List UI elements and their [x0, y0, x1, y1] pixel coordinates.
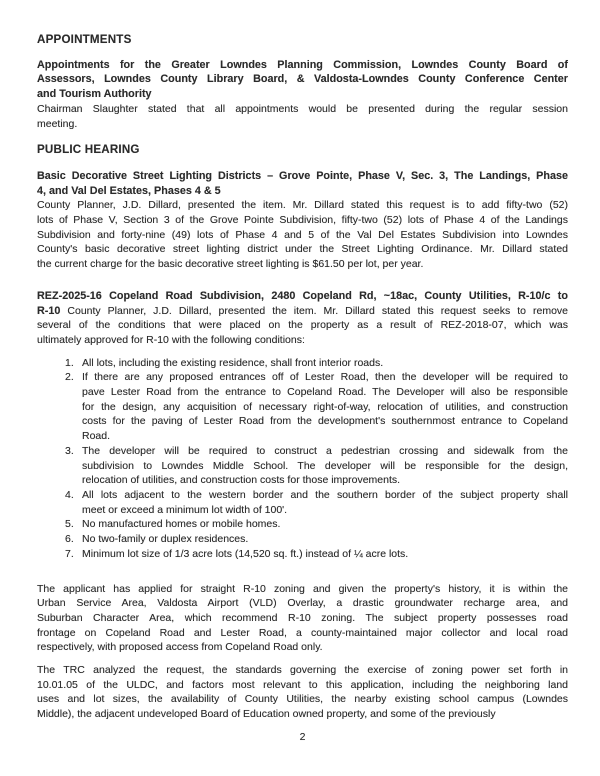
appointments-item-body: [37, 102, 568, 131]
condition-text: [82, 532, 568, 547]
text-line: ultimately approved for R-10 with the following conditions:: [37, 333, 305, 346]
text-line: County Planner, J.D. Dillard, presented the item. Mr. Dillard stated this request is to add fifty-two (52): [37, 199, 568, 212]
condition-item-7: [37, 547, 568, 562]
text-line: meeting.: [37, 117, 78, 130]
condition-number: 3.: [65, 444, 74, 457]
condition-text: [82, 517, 568, 532]
text-line: Urban Service Area, Valdosta Airport (VLD) Overlay, a drastic groundwater recharge area, and: [37, 597, 568, 610]
text-line: relocation of utilities, and construction costs for those improvements.: [82, 474, 401, 487]
trc-paragraph: [37, 663, 568, 722]
text-line: No two-family or duplex residences.: [82, 533, 249, 546]
rez-title-part2: R-10: [37, 304, 61, 317]
applicant-paragraph: [37, 582, 568, 656]
text-line: [37, 304, 568, 319]
condition-item-3: [37, 444, 568, 488]
condition-number: 6.: [65, 533, 74, 546]
text-line: lots of Phase V, Section 3 of the Grove Pointe Subdivision, fifty-two (52) lots of Phase 4 of the Landings: [37, 214, 568, 227]
condition-number: 5.: [65, 518, 74, 531]
text-line: County's basic decorative street lighting district under the Street Lighting Ordinance. Mr. Dillard stated: [37, 243, 568, 256]
text-line: several of the conditions that were placed on the property as a result of REZ-2018-07, which was: [37, 319, 568, 332]
text-line: subdivision to Lowndes Middle School. The developer will be responsible for the design,: [82, 459, 568, 472]
condition-item-4: [37, 488, 568, 517]
text-line: No manufactured homes or mobile homes.: [82, 518, 281, 531]
condition-text: [82, 488, 568, 517]
text-line: Chairman Slaughter stated that all appointments would be presented during the regular session: [37, 102, 568, 115]
text-line: costs for the paving of Lester Road from the development's southernmost entrance to Copeland: [82, 415, 568, 428]
condition-item-5: [37, 517, 568, 532]
text-line: Appointments for the Greater Lowndes Planning Commission, Lowndes County Board of: [37, 58, 568, 71]
text-line: [37, 289, 568, 304]
street-lighting-item-body: [37, 198, 568, 272]
condition-number: 4.: [65, 488, 74, 501]
text-line: The TRC analyzed the request, the standards governing the exercise of zoning power set forth in: [37, 664, 568, 677]
condition-text: [82, 444, 568, 488]
text-line: Subdivision and forty-nine (49) lots of Phase 4 and 5 of the Val Del Estates Subdivision into Lowndes: [37, 228, 568, 241]
text-line: Minimum lot size of 1/3 acre lots (14,520 sq. ft.) instead of ¼ acre lots.: [82, 547, 409, 560]
text-line: the current charge for the basic decorative street lighting is $61.50 per lot, per year.: [37, 258, 424, 271]
text-line: meet or exceed a minimum lot width of 100'.: [82, 503, 288, 516]
text-line: The applicant has applied for straight R-10 zoning and given the property's history, it is within the: [37, 582, 568, 595]
text-line: All lots adjacent to the western border and the southern border of the subject property shall: [82, 488, 568, 501]
text-line: uses and lot sizes, the availability of County Utilities, the nearby existing school campus (Lowndes: [37, 693, 568, 706]
condition-number: 7.: [65, 547, 74, 560]
rez-title-part1: REZ-2025-16 Copeland Road Subdivision, 2480 Copeland Rd, ~18ac, County Utilities, R-10/c to: [37, 289, 568, 302]
text-line: Suburban Character Area, which recommend R-10 zoning. The subject property possesses road: [37, 611, 568, 624]
text-line: If there are any proposed entrances off of Lester Road, then the developer will be required to: [82, 371, 568, 384]
appointments-item-title: [37, 58, 568, 102]
rez-body-start: County Planner, J.D. Dillard, presented the item. Mr. Dillard stated this request seeks to remove: [60, 304, 568, 317]
text-line: respectively, with proposed access from Copeland Road only.: [37, 641, 323, 654]
street-lighting-item-title: [37, 169, 568, 198]
text-line: Basic Decorative Street Lighting Districts – Grove Pointe, Phase V, Sec. 3, The Landings, Phase: [37, 169, 568, 182]
text-line: 10.01.05 of the ULDC, and factors most relevant to this application, including the neighboring land: [37, 678, 568, 691]
text-line: Road.: [82, 430, 111, 443]
text-line: The developer will be required to construct a pedestrian crossing and sidewalk from the: [82, 444, 568, 457]
condition-number: 1.: [65, 356, 74, 369]
public-hearing-section-heading: PUBLIC HEARING: [37, 143, 140, 157]
page-number: 2: [299, 730, 306, 743]
text-line: frontage on Copeland Road and Lester Road, a county-maintained major collector and local road: [37, 626, 568, 639]
rez-conditions-list: [37, 356, 568, 562]
appointments-section-heading: APPOINTMENTS: [37, 33, 132, 46]
condition-item-6: [37, 532, 568, 547]
text-line: Middle), the adjacent undeveloped Board of Education owned property, and some of the previously: [37, 708, 496, 721]
condition-item-2: [37, 370, 568, 444]
text-line: 4, and Val Del Estates, Phases 4 & 5: [37, 184, 221, 197]
condition-number: 2.: [65, 371, 74, 384]
condition-text: [82, 370, 568, 444]
rez-item-paragraph: [37, 289, 568, 348]
condition-text: [82, 356, 568, 371]
text-line: for the design, any acquisition of necessary right-of-way, relocation of utilities, and construction: [82, 400, 568, 413]
text-line: Assessors, Lowndes County Library Board, & Valdosta-Lowndes County Conference Center: [37, 73, 568, 86]
text-line: and Tourism Authority: [37, 88, 152, 101]
condition-item-1: [37, 356, 568, 371]
text-line: All lots, including the existing residence, shall front interior roads.: [82, 356, 384, 369]
text-line: pave Lester Road from the entrance to Copeland Road. The Developer will also be responsible: [82, 386, 568, 399]
condition-text: [82, 547, 568, 562]
